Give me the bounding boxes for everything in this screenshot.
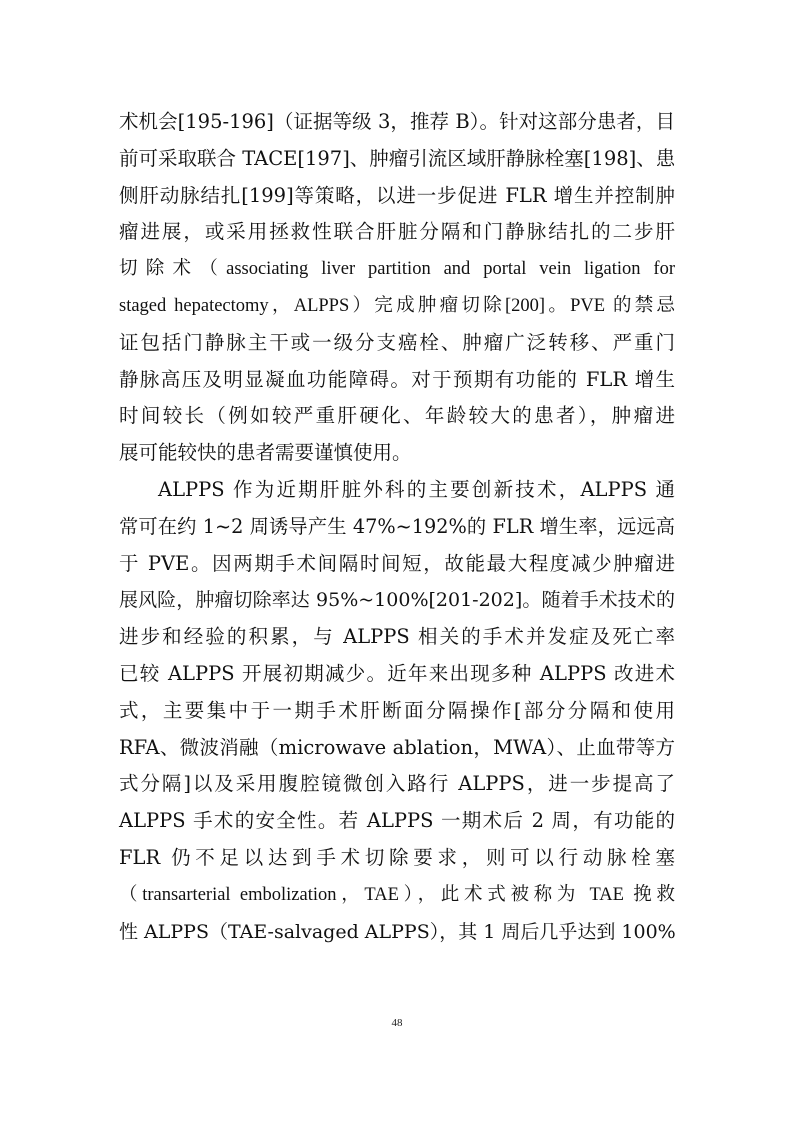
text-line: 常可在约 1~2 周诱导产生 47%~192%的 FLR 增生率，远远高: [119, 514, 675, 538]
text-line: ALPPS 手术的安全性。若 ALPPS 一期术后 2 周，有功能的: [119, 809, 675, 833]
text-line: 术机会[195-196]（证据等级 3，推荐 B）。针对这部分患者，目: [119, 110, 675, 133]
text-line: FLR 仍不足以达到手术切除要求，则可以行动脉栓塞: [119, 845, 675, 869]
paragraph-2: [119, 472, 675, 950]
text-line: ALPPS 作为近期肝脏外科的主要创新技术，ALPPS 通: [158, 477, 675, 501]
text-line: 证包括门静脉主干或一级分支癌栓、肿瘤广泛转移、严重门: [119, 330, 675, 354]
text-line: 展可能较快的患者需要谨慎使用。: [119, 441, 412, 465]
page-number: 48: [391, 1017, 403, 1029]
text-line: 时间较长（例如较严重肝硬化、年龄较大的患者），肿瘤进: [119, 404, 675, 428]
text-line: （transarterial embolization，TAE），此术式被称为 TAE 挽救: [119, 884, 675, 905]
text-line: 式分隔]以及采用腹腔镜微创入路行 ALPPS，进一步提高了: [119, 772, 675, 796]
paragraph-1: [119, 104, 675, 472]
text-line: 已较 ALPPS 开展初期减少。近年来出现多种 ALPPS 改进术: [119, 661, 675, 685]
text-line: 进步和经验的积累，与 ALPPS 相关的手术并发症及死亡率: [119, 625, 675, 649]
text-line: 于 PVE。因两期手术间隔时间短，故能最大程度减少肿瘤进: [119, 551, 675, 575]
text-line: 展风险，肿瘤切除率达 95%~100%[201-202]。随着手术技术的: [119, 589, 675, 612]
text-line: 侧肝动脉结扎[199]等策略，以进一步促进 FLR 增生并控制肿: [119, 183, 675, 207]
text-line: staged hepatectomy，ALPPS）完成肿瘤切除[200]。PVE 的禁忌: [119, 295, 675, 316]
text-line: 前可采取联合 TACE[197]、肿瘤引流区域肝静脉栓塞[198]、患: [119, 146, 676, 170]
text-line: 切除术（associating liver partition and portal vein ligation for: [119, 259, 675, 280]
text-line: 式，主要集中于一期手术肝断面分隔操作[部分分隔和使用: [119, 698, 675, 722]
text-line: 性 ALPPS（TAE-salvaged ALPPS），其 1 周后几乎达到 100%: [119, 920, 676, 943]
text-line: 静脉高压及明显凝血功能障碍。对于预期有功能的 FLR 增生: [119, 367, 675, 391]
text-line: RFA、微波消融（microwave ablation，MWA）、止血带等方: [119, 735, 675, 759]
document-body: [119, 104, 675, 950]
text-line: 瘤进展，或采用拯救性联合肝脏分隔和门静脉结扎的二步肝: [119, 220, 675, 244]
